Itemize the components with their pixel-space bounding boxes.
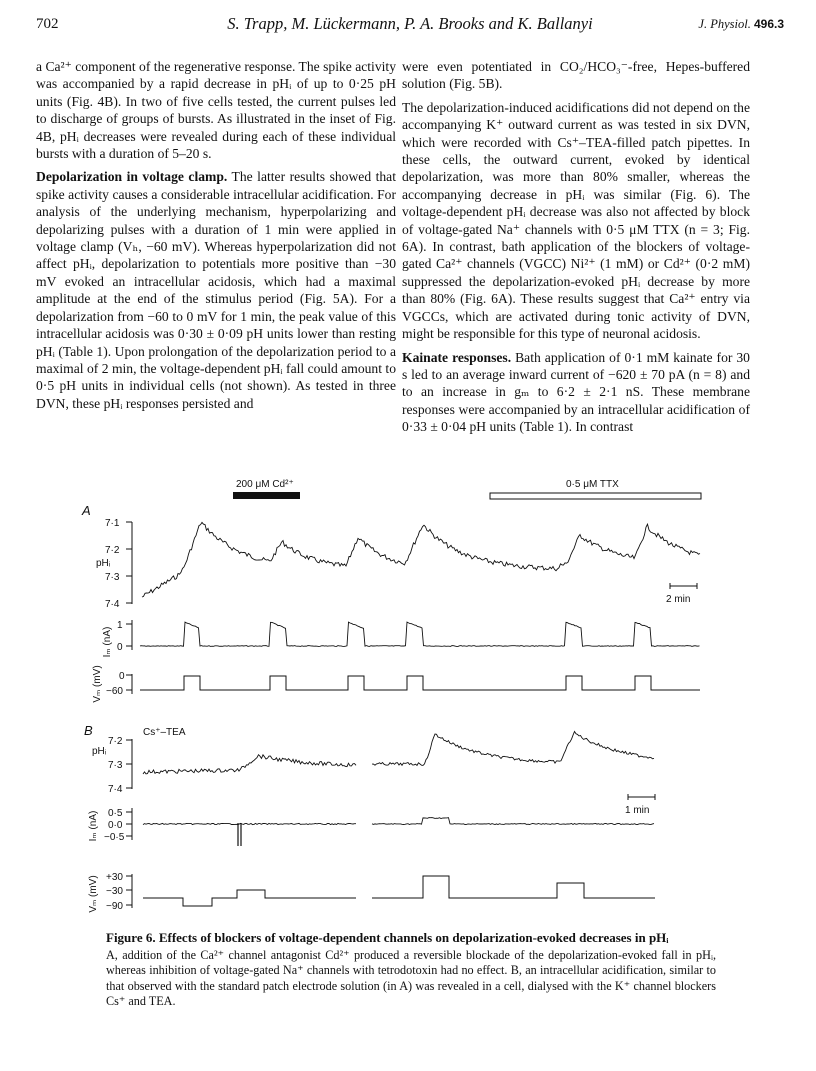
caption-title: Figure 6. Effects of blockers of voltage-dependent channels on depolarization-evoked decreases in pHᵢ xyxy=(106,930,669,945)
tick: −0·5 xyxy=(104,832,125,843)
cs-tea-label: Cs⁺–TEA xyxy=(143,727,186,738)
cd-bar xyxy=(233,492,300,499)
paragraph-text: Bath application of 0·1 mM kainate for 30 s led to an average inward current of −620 ± 70 pA (n = 8) and to an increase in gₘ to 6·2 ± 2·1 nS. These membrane responses were accompanied by an intracellular acidification of 0·33 ± 0·04 pH units (Table 1). In contrast xyxy=(402,349,750,435)
tick: 7·3 xyxy=(108,760,123,771)
tick: 7·2 xyxy=(108,736,123,747)
b-im-axis xyxy=(104,808,132,843)
a-vm-label: Vₘ (mV) xyxy=(92,665,103,703)
b-vm-trace-1 xyxy=(143,890,356,906)
a-im-axis xyxy=(117,620,132,653)
paragraph: were even potentiated in CO₂/HCO₃⁻-free, Hepes-buffered solution (Fig. 5B). xyxy=(402,59,750,92)
tick: 0 xyxy=(119,671,125,682)
b-scale-bar xyxy=(625,794,655,816)
tick: 0·5 xyxy=(108,808,123,819)
a-ph-trace xyxy=(142,522,700,597)
a-scale-text: 2 min xyxy=(666,594,691,605)
tick: −30 xyxy=(106,886,123,897)
figure-caption xyxy=(106,930,716,1010)
tick: 7·2 xyxy=(105,545,120,556)
panel-a-label: A xyxy=(82,503,91,518)
b-scale-text: 1 min xyxy=(625,805,650,816)
a-im-label: Iₘ (nA) xyxy=(102,626,113,658)
journal-volume: 496.3 xyxy=(753,17,784,31)
a-scale-bar xyxy=(666,583,697,605)
running-authors: S. Trapp, M. Lückermann, P. A. Brooks and K. Ballanyi xyxy=(227,14,593,33)
tick: 7·1 xyxy=(105,518,120,529)
cd-label: 200 μM Cd²⁺ xyxy=(236,479,294,490)
panel-b-label: B xyxy=(84,723,93,738)
tick: 1 xyxy=(117,620,123,631)
tick: 7·4 xyxy=(105,599,120,610)
b-vm-trace-2 xyxy=(372,876,655,898)
b-im-label: Iₘ (nA) xyxy=(88,810,99,842)
b-ph-label: pHᵢ xyxy=(92,746,107,757)
a-vm-axis xyxy=(106,671,132,697)
paragraph: The depolarization-induced acidifications did not depend on the accompanying K⁺ outward current as was tested in six DVN, which were recorded with Cs⁺–TEA-filled patch pipettes. In these cells, the outward current, evoked by identical depolarization, was more than 80% smaller, whereas the accompanying decrease in pHᵢ was similar (Fig. 6). The voltage-dependent pHᵢ decrease was also not affected by block of voltage-gated Na⁺ channels with 0·5 μM TTX (n = 3; Fig. 6A). In contrast, bath application of the blockers of voltage-gated Ca²⁺ channels (VGCC) Ni²⁺ (1 mM) or Cd²⁺ (0·2 mM) suppressed the depolarization-evoked pHᵢ decrease by more than 80% (Fig. 6A). These results suggest that Ca²⁺ entry via VGCCs, which are activated during tonic activity of DVN, might be responsible for this type of neuronal acidosis. xyxy=(402,99,750,342)
a-ph-label: pHᵢ xyxy=(96,558,111,569)
b-ph-trace-1 xyxy=(143,755,356,774)
b-vm-axis xyxy=(106,872,132,912)
ttx-label: 0·5 μM TTX xyxy=(566,479,619,490)
b-ph-axis xyxy=(108,736,132,795)
section-heading: Depolarization in voltage clamp. xyxy=(36,169,228,185)
a-vm-trace xyxy=(140,676,700,690)
tick: −60 xyxy=(106,686,123,697)
tick: 7·4 xyxy=(108,784,123,795)
tick: −90 xyxy=(106,901,123,912)
tick: 7·3 xyxy=(105,572,120,583)
section-heading: Kainate responses. xyxy=(402,349,512,365)
tick: +30 xyxy=(106,872,123,883)
tick: 0 xyxy=(117,642,123,653)
caption-body: A, addition of the Ca²⁺ channel antagonist Cd²⁺ produced a reversible blockade of the depolarization-evoked fall in pHᵢ, whereas inhibition of voltage-gated Na⁺ channels with tetrodotoxin had no effect. B, an intracellular acidification, similar to that observed with the standard patch electrode solution (in A) was revealed in a cell, dialysed with the K⁺ channel blockers Cs⁺ and TEA. xyxy=(106,947,716,1009)
b-ph-trace-2 xyxy=(372,732,654,766)
a-im-trace xyxy=(140,622,700,646)
tick: 0·0 xyxy=(108,820,123,831)
b-im-trace-1 xyxy=(143,823,356,824)
b-im-trace-2 xyxy=(372,818,654,825)
paragraph-text: The latter results showed that spike activity causes a considerable intracellular acidification. For analysis of the underlying mechanism, hyperpolarizing and depolarizing pulses with a duration of 1 min were applied in voltage clamp (Vₕ, −60 mV). Whereas hyperpolarization did not affect pHᵢ, depolarization to potentials more positive than −30 mV evoked an intracellular acidosis, which had a maximal amplitude at the end of the stimulus period (Fig. 5A). For a depolarization from −60 to 0 mV for 1 min, the peak value of this intracellular acidosis was 0·30 ± 0·09 pH units lower than resting pHᵢ (Table 1). Upon prolongation of the depolarization period to a maximal of 2 min, the voltage-dependent pHᵢ fall could amount to 0·5 pH units in individual cells (not shown). As tested in three DVN, these pHᵢ responses persisted and xyxy=(36,169,396,411)
paragraph: a Ca²⁺ component of the regenerative response. The spike activity was accompanied by a rapid decrease in pHᵢ of up to 0·25 pH units (Fig. 4B). In two of five cells tested, the current pulses led to discharge of groups of bursts. As illustrated in the inset of Fig. 4B, pHᵢ decreases were revealed during each of these individual bursts with a duration of 5–20 s. xyxy=(36,59,396,162)
journal-name: J. Physiol. xyxy=(698,17,751,31)
ttx-bar xyxy=(490,493,701,499)
page-number: 702 xyxy=(36,16,59,32)
b-vm-label: Vₘ (mV) xyxy=(88,875,99,913)
